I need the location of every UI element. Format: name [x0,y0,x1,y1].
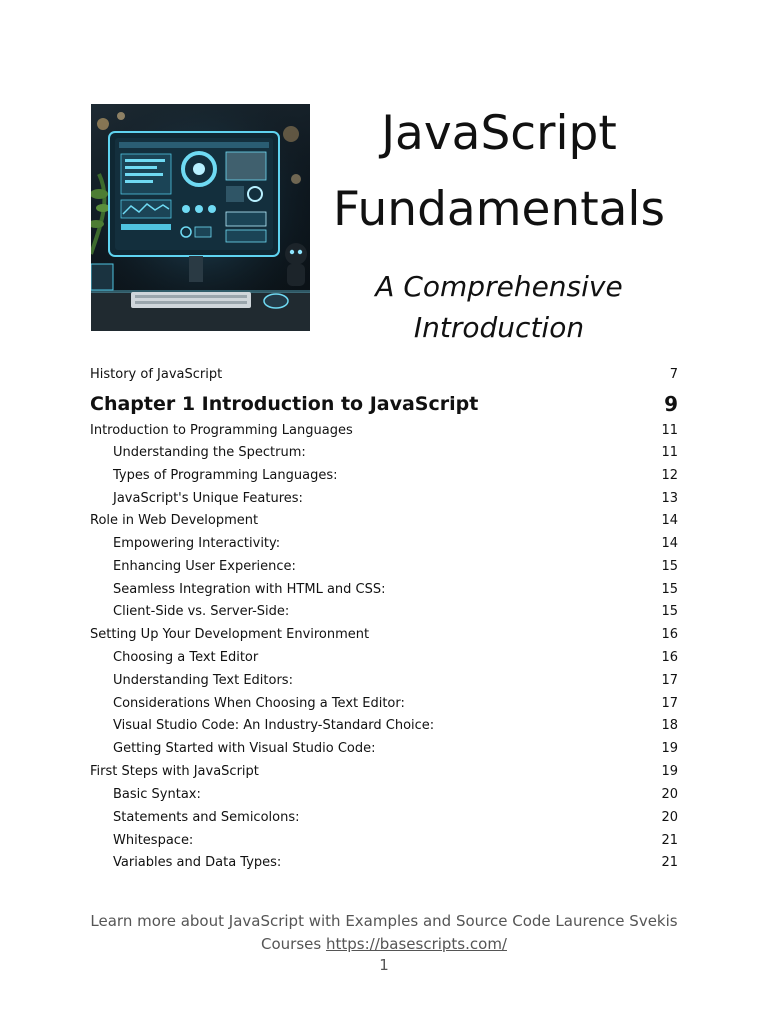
toc-entry-label: Introduction to Programming Languages [90,423,353,438]
toc-entry[interactable] [90,488,678,510]
book-title-line2: Fundamentals [333,182,665,237]
toc-entry-page: 18 [661,718,678,733]
toc-entry-label: Chapter 1 Introduction to JavaScript [90,393,479,415]
toc-entry-page: 13 [661,491,678,506]
toc-chapter-entry[interactable] [90,388,678,420]
toc-entry[interactable] [90,807,678,829]
toc-entry-label: Statements and Semicolons: [113,810,300,825]
toc-entry-page: 16 [661,650,678,665]
toc-entry-page: 14 [661,513,678,528]
toc-entry-label: Whitespace: [113,833,194,848]
toc-entry-label: History of JavaScript [90,367,223,382]
toc-entry[interactable] [90,784,678,806]
toc-entry-label: Setting Up Your Development Environment [90,627,370,642]
toc-entry-label: Role in Web Development [90,513,259,528]
toc-entry[interactable] [90,852,678,874]
footer-line1: Learn more about JavaScript with Examples and Source Code Laurence Svekis [90,912,678,930]
toc-entry-label: Types of Programming Languages: [113,468,338,483]
toc-entry-label: Choosing a Text Editor [113,650,259,665]
footer-link[interactable]: https://basescripts.com/ [325,935,507,953]
toc-entry-page: 17 [661,673,678,688]
toc-entry-label: Understanding the Spectrum: [113,445,306,460]
toc-entry-label: Enhancing User Experience: [113,559,296,574]
table-of-contents [90,0,678,1024]
toc-entry[interactable] [90,533,678,555]
toc-entry-label: Visual Studio Code: An Industry-Standard Choice: [113,718,435,733]
toc-entry-page: 15 [661,582,678,597]
toc-entry[interactable] [90,693,678,715]
toc-entry-page: 21 [661,855,678,870]
toc-entry-page: 17 [661,696,678,711]
toc-entry-page: 7 [669,367,678,382]
footer-line2 [60,933,708,956]
toc-entry-page: 9 [664,392,678,416]
toc-entry[interactable] [90,420,678,442]
toc-entry-label: Considerations When Choosing a Text Editor: [113,696,405,711]
toc-entry[interactable] [90,510,678,532]
toc-entry-page: 19 [661,741,678,756]
page-number: 1 [379,956,389,974]
book-subtitle-line1: A Comprehensive [375,270,623,303]
toc-entry-label: JavaScript's Unique Features: [113,491,303,506]
toc-entry[interactable] [90,738,678,760]
toc-entry-page: 20 [661,810,678,825]
toc-entry[interactable] [90,364,678,386]
toc-entry-page: 20 [661,787,678,802]
toc-entry[interactable] [90,624,678,646]
toc-entry-label: Client-Side vs. Server-Side: [113,604,290,619]
toc-entry-page: 19 [661,764,678,779]
toc-entry[interactable] [90,670,678,692]
toc-entry[interactable] [90,465,678,487]
book-title-line1: JavaScript [381,106,617,161]
toc-entry-page: 21 [661,833,678,848]
toc-entry-page: 15 [661,604,678,619]
toc-entry-label: Getting Started with Visual Studio Code: [113,741,376,756]
toc-entry-label: Understanding Text Editors: [113,673,293,688]
toc-entry[interactable] [90,647,678,669]
toc-entry-page: 14 [661,536,678,551]
toc-entry-page: 11 [661,423,678,438]
toc-entry[interactable] [90,715,678,737]
toc-entry[interactable] [90,601,678,623]
toc-entry-page: 15 [661,559,678,574]
toc-entry-page: 12 [661,468,678,483]
toc-entry[interactable] [90,830,678,852]
toc-entry[interactable] [90,761,678,783]
toc-entry[interactable] [90,442,678,464]
toc-entry[interactable] [90,556,678,578]
toc-entry-label: Seamless Integration with HTML and CSS: [113,582,386,597]
toc-entry-label: Basic Syntax: [113,787,201,802]
toc-entry-page: 16 [661,627,678,642]
toc-entry-label: Variables and Data Types: [113,855,282,870]
footer-prefix: Courses [261,935,322,953]
book-subtitle-line2: Introduction [413,311,585,344]
toc-entry[interactable] [90,579,678,601]
toc-entry-label: First Steps with JavaScript [90,764,259,779]
toc-entry-label: Empowering Interactivity: [113,536,281,551]
toc-entry-page: 11 [661,445,678,460]
